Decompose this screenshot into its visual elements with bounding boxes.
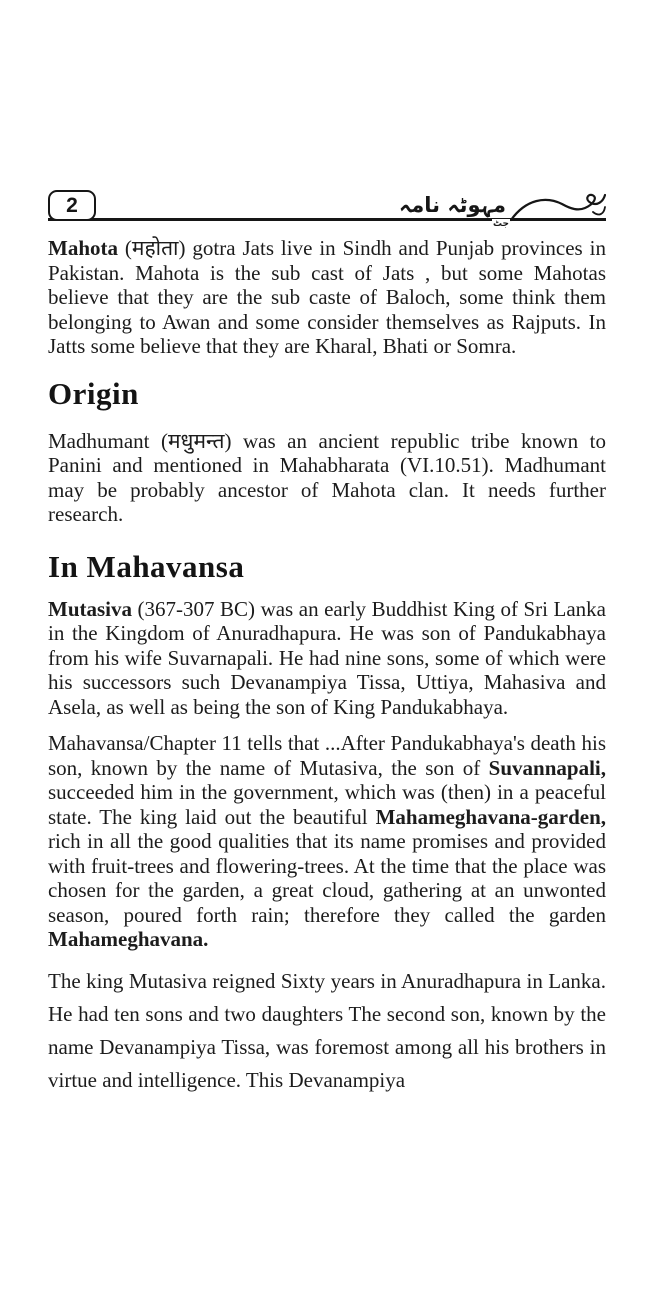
term-mutasiva: Mutasiva	[48, 596, 132, 621]
term-mahameghavana-garden: Mahameghavana-garden,	[375, 804, 606, 829]
page-number-badge	[48, 190, 96, 221]
chapter11-run-2: succeeded him in the government, which was (then) in a peaceful state. The king laid out the beautiful	[48, 780, 606, 829]
chapter11-run-0: Mahavansa/Chapter 11 tells that ...After Pandukabhaya's death his son, known by the name of Mutasiva, the son of	[48, 731, 606, 780]
paragraph-mahota	[48, 236, 606, 359]
paragraph-madhumant: Madhumant (मधुमन्त) was an ancient republic tribe known to Panini and mentioned in Mahabharata (VI.10.51). Madhumant may be probably ancestor of Mahota clan. It needs further research.	[48, 428, 606, 526]
term-suvannapali: Suvannapali,	[488, 755, 606, 780]
chapter11-run-4: rich in all the good qualities that its name promises and provided with fruit-trees and flowering-trees. At the time that the place was chosen for the garden, a great cloud, gathering at an unwonted season, poured forth rain; therefore they called the garden	[48, 829, 606, 927]
paragraph-reign: The king Mutasiva reigned Sixty years in Anuradhapura in Lanka. He had ten sons and two daughters The second son, known by the name Devanampiya Tissa, was foremost among all his brothers in virtue and intelligence. This Devanampiya	[48, 968, 606, 1092]
term-mahameghavana: Mahameghavana.	[48, 927, 209, 951]
page-content	[48, 188, 606, 1097]
page-header	[48, 188, 606, 229]
paragraph-mutasiva-text: (367-307 BC) was an early Buddhist King of Sri Lanka in the Kingdom of Anuradhapura. He was son of Pandukabhaya from his wife Suvarnapali. He had nine sons, some of which were his successors such Devanampiya Tissa, Uttiya, Mahasiva and Asela, as well as being the son of King Pandukabhaya.	[48, 596, 606, 719]
paragraph-mutasiva	[48, 597, 606, 720]
paragraph-chapter11	[48, 731, 606, 952]
heading-mahavansa: In Mahavansa	[48, 548, 245, 584]
calligraphy-subscript: جٹ	[492, 219, 509, 229]
paragraph-mahota-text: (महोता) gotra Jats live in Sindh and Punjab provinces in Pakistan. Mahota is the sub cast of Jats , but some Mahotas believe that they are the sub caste of Baloch, some think them belonging to Awan and some consider themselves as Rajputs. In Jatts some believe that they are Kharal, Bhati or Somra.	[48, 236, 606, 358]
page-number: 2	[66, 193, 78, 217]
heading-origin: Origin	[48, 375, 139, 411]
flourish-icon	[510, 191, 606, 223]
header-title-group	[398, 188, 606, 229]
term-mahota: Mahota	[48, 236, 118, 260]
calligraphy-title: مہوٹہ نامہ	[398, 193, 506, 217]
